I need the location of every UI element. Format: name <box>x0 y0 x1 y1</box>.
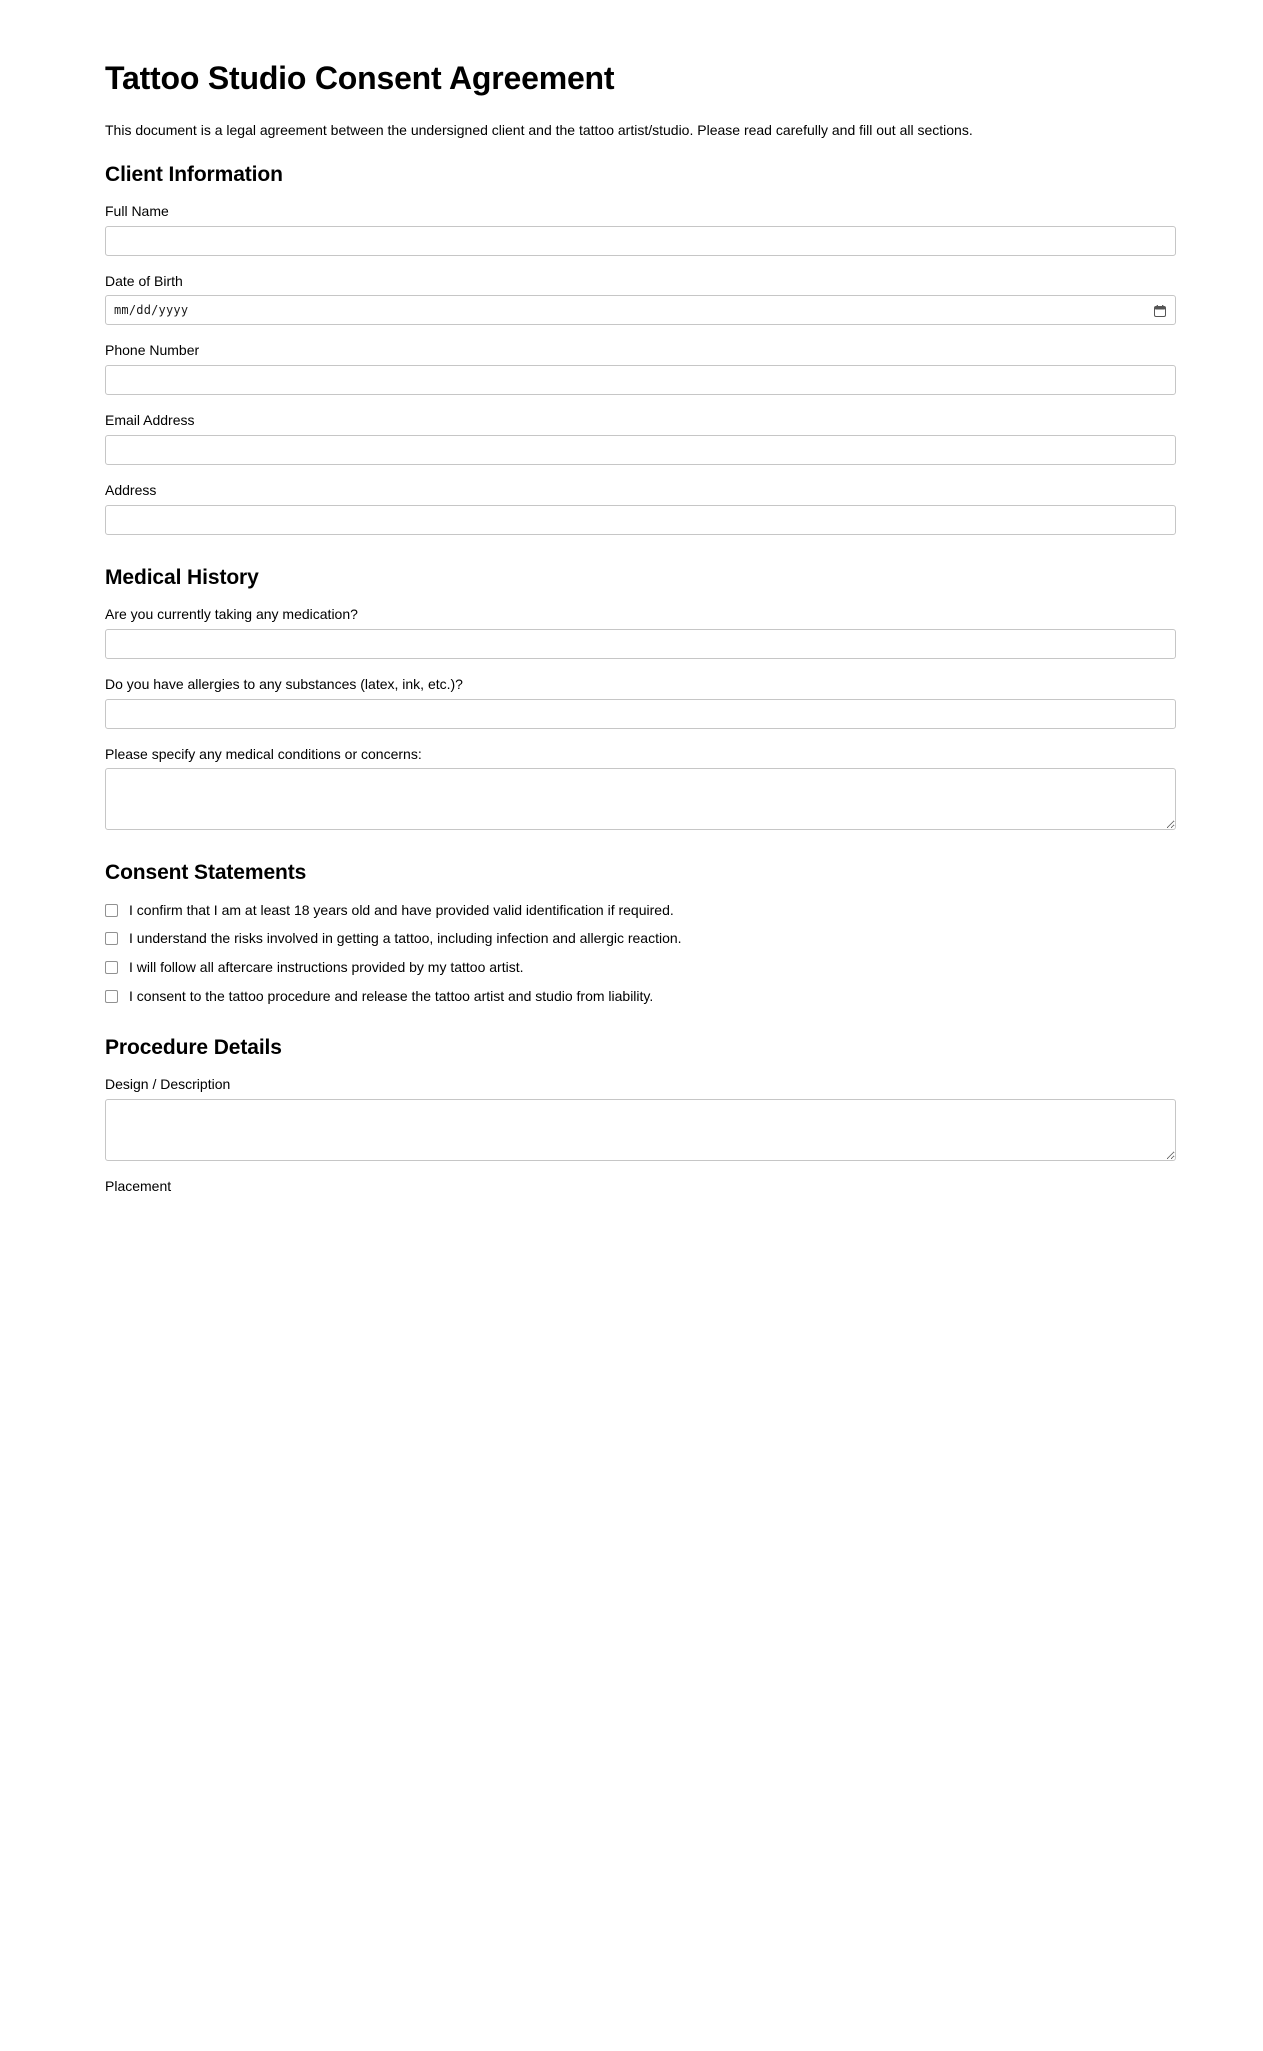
date-placeholder-text: mm/dd/yyyy <box>114 303 189 318</box>
field-current-medication <box>105 606 1176 659</box>
textarea-medical-conditions[interactable] <box>105 768 1176 830</box>
label-address: Address <box>105 482 157 499</box>
checkbox-consent-liability[interactable] <box>105 990 118 1003</box>
input-email-address[interactable] <box>105 435 1176 465</box>
textarea-design-description[interactable] <box>105 1099 1176 1161</box>
field-address <box>105 482 1176 535</box>
label-placement: Placement <box>105 1177 172 1194</box>
consent-label-age: I confirm that I am at least 18 years old and have provided valid identification if required. <box>129 901 674 918</box>
list-item[interactable] <box>105 959 1176 976</box>
field-allergies <box>105 676 1176 729</box>
calendar-icon[interactable] <box>1154 304 1166 316</box>
list-item[interactable] <box>105 988 1176 1005</box>
section-consent-statements <box>105 860 1176 1004</box>
field-email-address <box>105 412 1176 465</box>
label-medical-conditions: Please specify any medical conditions or concerns: <box>105 745 422 762</box>
label-full-name: Full Name <box>105 202 169 219</box>
label-design-description: Design / Description <box>105 1076 231 1092</box>
input-current-medication[interactable] <box>105 629 1176 659</box>
section-title-client-information: Client Information <box>105 162 283 186</box>
consent-label-aftercare: I will follow all aftercare instructions provided by my tattoo artist. <box>129 959 524 976</box>
input-date-of-birth[interactable] <box>105 295 1176 325</box>
input-allergies[interactable] <box>105 699 1176 729</box>
section-title-consent-statements: Consent Statements <box>105 861 307 885</box>
section-medical-history <box>105 565 1176 831</box>
field-date-of-birth <box>105 273 1176 326</box>
label-allergies: Do you have allergies to any substances (latex, ink, etc.)? <box>105 675 463 692</box>
label-date-of-birth: Date of Birth <box>105 272 183 289</box>
consent-label-risks: I understand the risks involved in getting a tattoo, including infection and allergic reaction. <box>129 930 682 947</box>
section-title-procedure-details: Procedure Details <box>105 1035 282 1059</box>
checkbox-consent-risks[interactable] <box>105 932 118 945</box>
checkbox-consent-aftercare[interactable] <box>105 961 118 974</box>
label-email-address: Email Address <box>105 412 195 429</box>
list-item[interactable] <box>105 930 1176 947</box>
section-client-information <box>105 162 1176 535</box>
checkbox-consent-age[interactable] <box>105 904 118 917</box>
page-title: Tattoo Studio Consent Agreement <box>105 60 615 96</box>
consent-label-liability: I consent to the tattoo procedure and release the tattoo artist and studio from liability. <box>129 988 654 1005</box>
input-address[interactable] <box>105 505 1176 535</box>
section-title-medical-history: Medical History <box>105 565 259 589</box>
field-full-name <box>105 203 1176 256</box>
label-phone-number: Phone Number <box>105 342 200 359</box>
consent-statement-list <box>105 902 1176 1005</box>
section-procedure-details <box>105 1035 1176 1195</box>
page-bottom-spacer <box>105 1212 1176 1252</box>
input-phone-number[interactable] <box>105 365 1176 395</box>
label-current-medication: Are you currently taking any medication? <box>105 606 358 623</box>
list-item[interactable] <box>105 902 1176 919</box>
field-design-description <box>105 1076 1176 1161</box>
document-intro-paragraph: This document is a legal agreement between the undersigned client and the tattoo artist/studio. Please read carefully and fill out all sections. <box>105 121 973 138</box>
field-phone-number <box>105 342 1176 395</box>
input-full-name[interactable] <box>105 226 1176 256</box>
field-placement <box>105 1178 1176 1195</box>
field-medical-conditions <box>105 746 1176 831</box>
